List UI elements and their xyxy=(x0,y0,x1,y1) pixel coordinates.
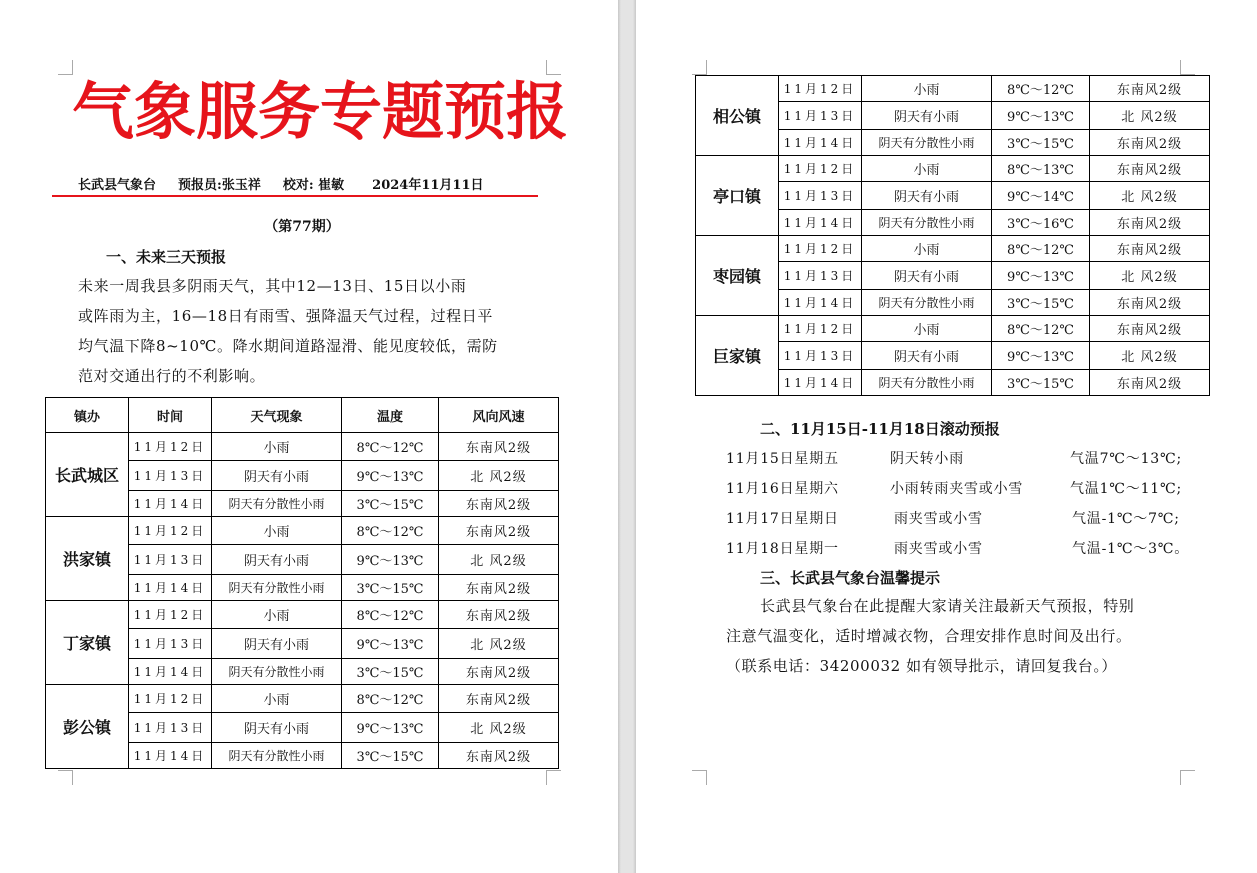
rolling-row xyxy=(726,478,1196,498)
town-name: 亭口镇 xyxy=(696,156,779,236)
row-weather: 阴天有小雨 xyxy=(212,461,342,491)
section3-line-2: 注意气温变化，适时增减衣物，合理安排作息时间及出行。 xyxy=(726,627,1132,645)
row-wind: 东南风2级 xyxy=(439,685,559,713)
row-weather: 阴天有小雨 xyxy=(862,342,992,370)
header-town: 镇办 xyxy=(46,398,129,433)
forecast-table-page1 xyxy=(45,397,559,769)
row-date: 11月14日 xyxy=(779,130,862,156)
row-wind: 北 风2级 xyxy=(439,461,559,491)
proofreader: 校对: 崔敏 xyxy=(282,178,345,193)
rolling-row xyxy=(726,508,1196,528)
row-wind: 北 风2级 xyxy=(439,713,559,743)
row-weather: 阴天有分散性小雨 xyxy=(862,290,992,316)
section3-line-3: （联系电话：34200032 如有领导批示，请回复我台。） xyxy=(726,657,1118,675)
row-wind: 东南风2级 xyxy=(439,601,559,629)
rolling-row xyxy=(726,538,1196,558)
row-weather: 阴天有小雨 xyxy=(862,182,992,210)
town-name: 枣园镇 xyxy=(696,236,779,316)
header-divider xyxy=(52,195,538,197)
row-temp: 3℃～15℃ xyxy=(342,575,439,601)
org-name: 长武县气象台 xyxy=(78,178,157,193)
row-wind: 东南风2级 xyxy=(1090,156,1210,182)
row-date: 11月12日 xyxy=(129,685,212,713)
forecaster: 预报员:张玉祥 xyxy=(178,178,261,193)
crop-mark xyxy=(546,770,561,785)
row-temp: 8℃～13℃ xyxy=(992,156,1090,182)
row-date: 11月13日 xyxy=(129,713,212,743)
rolling-date: 11月17日星期日 xyxy=(726,511,839,527)
row-weather: 阴天有小雨 xyxy=(212,629,342,659)
row-wind: 北 风2级 xyxy=(1090,182,1210,210)
row-temp: 9℃～13℃ xyxy=(342,545,439,575)
rolling-row xyxy=(726,448,1196,468)
row-date: 11月12日 xyxy=(129,517,212,545)
rolling-weather: 阴天转小雨 xyxy=(890,451,964,467)
row-temp: 9℃～13℃ xyxy=(342,461,439,491)
row-wind: 东南风2级 xyxy=(439,575,559,601)
header-date: 时间 xyxy=(129,398,212,433)
row-wind: 东南风2级 xyxy=(1090,210,1210,236)
town-name: 长武城区 xyxy=(46,433,129,517)
row-wind: 北 风2级 xyxy=(1090,102,1210,130)
row-date: 11月14日 xyxy=(779,370,862,396)
section1-line-3: 均气温下降8~10℃。降水期间道路湿滑、能见度较低，需防 xyxy=(78,337,498,355)
table-row xyxy=(46,685,559,713)
row-date: 11月13日 xyxy=(129,545,212,575)
main-title: 气象服务专题预报 xyxy=(72,75,569,148)
section1-line-2: 或阵雨为主，16—18日有雨雪、强降温天气过程，过程日平 xyxy=(78,307,493,325)
row-date: 11月14日 xyxy=(129,575,212,601)
row-temp: 8℃～12℃ xyxy=(992,236,1090,262)
table-row xyxy=(696,156,1210,182)
row-date: 11月12日 xyxy=(779,236,862,262)
section3-line-1: 长武县气象台在此提醒大家请关注最新天气预报，特别 xyxy=(760,597,1135,615)
town-name: 丁家镇 xyxy=(46,601,129,685)
town-name: 洪家镇 xyxy=(46,517,129,601)
row-weather: 阴天有分散性小雨 xyxy=(862,370,992,396)
row-date: 11月14日 xyxy=(779,210,862,236)
row-date: 11月13日 xyxy=(779,342,862,370)
crop-mark xyxy=(58,770,73,785)
row-temp: 8℃～12℃ xyxy=(342,433,439,461)
row-weather: 阴天有分散性小雨 xyxy=(212,575,342,601)
row-temp: 3℃～15℃ xyxy=(992,370,1090,396)
row-wind: 东南风2级 xyxy=(1090,316,1210,342)
row-weather: 阴天有小雨 xyxy=(862,102,992,130)
row-weather: 小雨 xyxy=(862,316,992,342)
row-weather: 阴天有小雨 xyxy=(862,262,992,290)
row-wind: 东南风2级 xyxy=(1090,370,1210,396)
town-name: 相公镇 xyxy=(696,76,779,156)
table-row xyxy=(46,517,559,545)
row-weather: 小雨 xyxy=(212,601,342,629)
crop-mark xyxy=(1180,770,1195,785)
rolling-date: 11月16日星期六 xyxy=(726,481,839,497)
row-temp: 9℃～13℃ xyxy=(342,629,439,659)
rolling-weather: 雨夹雪或小雪 xyxy=(894,541,983,557)
row-temp: 8℃～12℃ xyxy=(342,517,439,545)
row-date: 11月12日 xyxy=(779,76,862,102)
row-wind: 东南风2级 xyxy=(1090,76,1210,102)
row-temp: 8℃～12℃ xyxy=(342,685,439,713)
rolling-temp: 气温-1℃～7℃; xyxy=(1072,511,1180,527)
row-date: 11月13日 xyxy=(129,629,212,659)
forecast-table-page2 xyxy=(695,75,1210,396)
section1-line-4: 范对交通出行的不利影响。 xyxy=(78,367,266,385)
row-wind: 北 风2级 xyxy=(1090,342,1210,370)
row-weather: 小雨 xyxy=(862,236,992,262)
row-weather: 小雨 xyxy=(862,76,992,102)
table-header-row xyxy=(46,398,559,433)
table-row xyxy=(46,433,559,461)
row-weather: 阴天有分散性小雨 xyxy=(862,210,992,236)
row-date: 11月14日 xyxy=(779,290,862,316)
section1-heading: 一、未来三天预报 xyxy=(106,248,227,266)
page-gutter xyxy=(618,0,636,873)
row-weather: 小雨 xyxy=(212,517,342,545)
row-temp: 9℃～13℃ xyxy=(992,262,1090,290)
row-date: 11月12日 xyxy=(779,316,862,342)
row-temp: 8℃～12℃ xyxy=(992,316,1090,342)
rolling-weather: 雨夹雪或小雪 xyxy=(894,511,983,527)
row-temp: 3℃～16℃ xyxy=(992,210,1090,236)
header-wind: 风向风速 xyxy=(439,398,559,433)
row-wind: 东南风2级 xyxy=(439,517,559,545)
town-name: 彭公镇 xyxy=(46,685,129,769)
table-row xyxy=(46,601,559,629)
row-weather: 小雨 xyxy=(862,156,992,182)
rolling-temp: 气温7℃～13℃; xyxy=(1070,451,1182,467)
section2-heading: 二、11月15日-11月18日滚动预报 xyxy=(760,420,1000,438)
rolling-temp: 气温1℃～11℃; xyxy=(1070,481,1182,497)
town-name: 巨家镇 xyxy=(696,316,779,396)
row-temp: 3℃～15℃ xyxy=(342,491,439,517)
crop-mark xyxy=(692,770,707,785)
crop-mark xyxy=(58,60,73,75)
row-temp: 3℃～15℃ xyxy=(342,659,439,685)
row-weather: 阴天有分散性小雨 xyxy=(212,491,342,517)
rolling-date: 11月18日星期一 xyxy=(726,541,839,557)
row-wind: 北 风2级 xyxy=(1090,262,1210,290)
row-temp: 3℃～15℃ xyxy=(992,130,1090,156)
row-temp: 3℃～15℃ xyxy=(992,290,1090,316)
row-date: 11月14日 xyxy=(129,491,212,517)
header-weather: 天气现象 xyxy=(212,398,342,433)
row-wind: 东南风2级 xyxy=(1090,236,1210,262)
table-row xyxy=(696,76,1210,102)
document-page-1 xyxy=(0,0,618,873)
row-weather: 小雨 xyxy=(212,685,342,713)
row-wind: 东南风2级 xyxy=(439,491,559,517)
row-wind: 东南风2级 xyxy=(1090,130,1210,156)
table-row xyxy=(696,316,1210,342)
row-date: 11月12日 xyxy=(779,156,862,182)
row-weather: 阴天有小雨 xyxy=(212,545,342,575)
row-wind: 北 风2级 xyxy=(439,545,559,575)
section3-heading: 三、长武县气象台温馨提示 xyxy=(760,569,941,587)
row-date: 11月14日 xyxy=(129,743,212,769)
row-temp: 3℃～15℃ xyxy=(342,743,439,769)
header-temp: 温度 xyxy=(342,398,439,433)
issue-number: （第77期） xyxy=(264,219,340,235)
row-weather: 阴天有分散性小雨 xyxy=(212,743,342,769)
row-wind: 东南风2级 xyxy=(439,659,559,685)
row-temp: 9℃～13℃ xyxy=(992,102,1090,130)
row-date: 11月13日 xyxy=(129,461,212,491)
row-temp: 8℃～12℃ xyxy=(992,76,1090,102)
row-wind: 北 风2级 xyxy=(439,629,559,659)
rolling-date: 11月15日星期五 xyxy=(726,451,839,467)
section1-line-1: 未来一周我县多阴雨天气，其中12—13日、15日以小雨 xyxy=(78,277,467,295)
header-info xyxy=(78,178,548,194)
row-wind: 东南风2级 xyxy=(439,433,559,461)
table-row xyxy=(696,236,1210,262)
row-weather: 阴天有小雨 xyxy=(212,713,342,743)
row-temp: 9℃～13℃ xyxy=(342,713,439,743)
crop-mark xyxy=(692,60,707,75)
row-date: 11月13日 xyxy=(779,262,862,290)
row-weather: 阴天有分散性小雨 xyxy=(212,659,342,685)
row-date: 11月13日 xyxy=(779,182,862,210)
crop-mark xyxy=(1180,60,1195,75)
row-temp: 8℃～12℃ xyxy=(342,601,439,629)
rolling-weather: 小雨转雨夹雪或小雪 xyxy=(890,481,1024,497)
rolling-temp: 气温-1℃～3℃。 xyxy=(1072,541,1190,557)
row-date: 11月12日 xyxy=(129,601,212,629)
row-date: 11月14日 xyxy=(129,659,212,685)
row-weather: 阴天有分散性小雨 xyxy=(862,130,992,156)
row-date: 11月13日 xyxy=(779,102,862,130)
row-wind: 东南风2级 xyxy=(439,743,559,769)
issue-date: 2024年11月11日 xyxy=(372,178,484,193)
row-date: 11月12日 xyxy=(129,433,212,461)
row-weather: 小雨 xyxy=(212,433,342,461)
row-temp: 9℃～13℃ xyxy=(992,342,1090,370)
row-wind: 东南风2级 xyxy=(1090,290,1210,316)
row-temp: 9℃～14℃ xyxy=(992,182,1090,210)
